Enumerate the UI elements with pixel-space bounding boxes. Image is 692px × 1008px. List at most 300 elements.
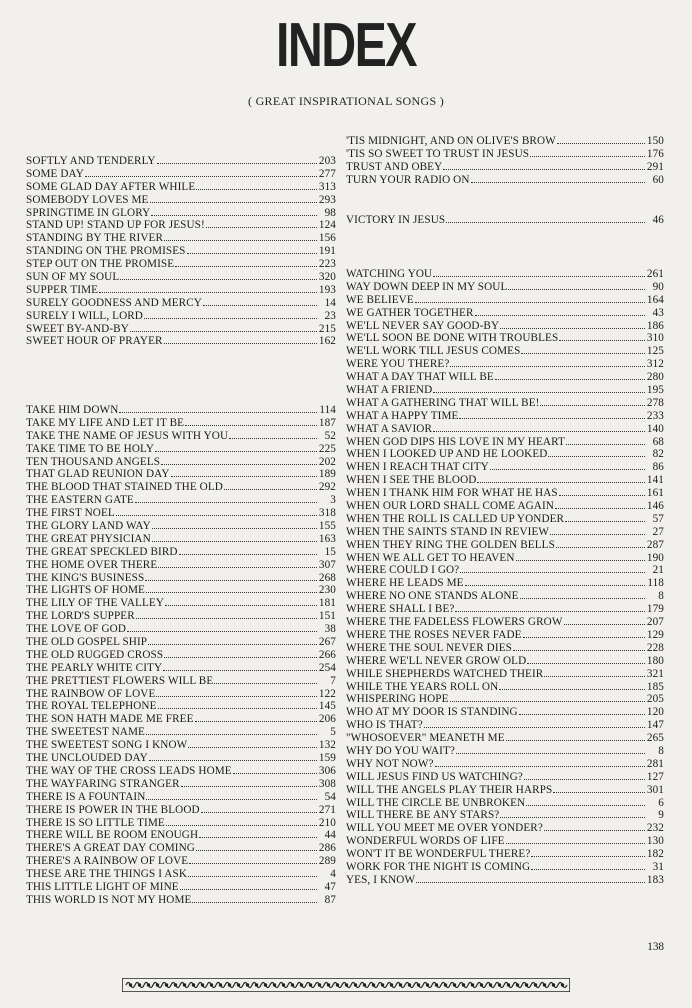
dot-leader [540,397,645,406]
page-number: 21 [652,564,664,577]
index-entry [346,474,664,487]
index-entry [346,809,664,822]
page-number: 308 [318,777,336,790]
dot-leader [516,552,645,561]
page-number: 291 [646,160,664,173]
dot-leader [171,468,318,477]
dot-leader [188,868,317,877]
dot-leader [180,881,317,890]
dot-leader [433,384,645,393]
song-title: THE WAY OF THE CROSS LEADS HOME [26,764,232,777]
dot-leader [553,784,645,793]
song-title: WILL YOU MEET ME OVER YONDER? [346,822,543,835]
page-number: 124 [318,219,336,232]
index-entry [346,577,664,590]
index-entry [26,181,336,194]
index-entry [346,629,664,642]
page-number: 233 [646,409,664,422]
page-number: 266 [318,648,336,661]
index-entry [26,155,336,168]
page-number: 6 [658,796,664,809]
dot-leader [471,174,645,183]
dot-leader [550,526,645,535]
song-title: SOME GLAD DAY AFTER WHILE [26,180,196,193]
index-entry [346,642,664,655]
index-entry [346,603,664,616]
dot-leader [544,668,645,677]
index-entry [346,174,664,187]
index-entry [346,784,664,797]
song-title: WE'LL SOON BE DONE WITH TROUBLES [346,332,559,345]
index-entry [26,752,336,765]
dot-leader [189,855,317,864]
dot-leader [203,297,317,306]
index-entry [26,232,336,245]
song-title: WHEN GOD DIPS HIS LOVE IN MY HEART [346,435,565,448]
page-number: 215 [318,322,336,335]
dot-leader [556,539,645,548]
dot-leader [460,564,645,573]
song-title: WONDERFUL WORDS OF LIFE [346,835,505,848]
page-number: 207 [646,616,664,629]
song-title: THERE IS SO LITTLE TIME [26,816,165,829]
dot-leader [477,474,645,483]
page-number: 129 [646,628,664,641]
dot-leader [164,335,317,344]
song-title: WATCHING YOU [346,268,433,280]
page-number: 183 [646,873,664,886]
dot-leader [163,662,317,671]
page-number: 286 [318,842,336,855]
page-number: 267 [318,636,336,649]
index-entry [346,423,664,436]
index-entry [26,649,336,662]
dot-leader [527,655,645,664]
dot-leader [214,675,317,684]
song-title: WILL THERE BE ANY STARS? [346,809,500,822]
song-title: WHERE THE ROSES NEVER FADE [346,628,522,641]
page-number: 230 [318,584,336,597]
index-entry [26,584,336,597]
dot-leader [224,481,317,490]
index-entry [346,410,664,423]
index-entry [346,745,664,758]
song-title: TAKE HIM DOWN [26,404,119,416]
index-entry [346,719,664,732]
dot-leader [506,835,645,844]
page-number: 120 [646,706,664,719]
song-title: TAKE THE NAME OF JESUS WITH YOU [26,429,229,442]
song-title: SWEET HOUR OF PRAYER [26,335,163,348]
song-title: THE GREAT PHYSICIAN [26,532,151,545]
song-title: SURELY I WILL, LORD [26,309,143,322]
page-number: 292 [318,481,336,494]
song-title: THERE WILL BE ROOM ENOUGH [26,829,199,842]
song-title: SOMEBODY LOVES ME [26,193,149,206]
dot-leader [156,688,317,697]
dot-leader [119,404,317,413]
page-number: 321 [646,667,664,680]
index-entry [346,668,664,681]
dot-leader [416,874,645,883]
song-title: THE GREAT SPECKLED BIRD [26,545,178,558]
song-title: WHERE SHALL I BE? [346,603,455,616]
dot-leader [158,700,317,709]
index-entry [26,636,336,649]
page-number: 82 [652,448,664,461]
song-title: THE LORD'S SUPPER [26,610,135,623]
song-title: WHEN WE ALL GET TO HEAVEN [346,551,515,564]
dot-leader [526,797,645,806]
index-entry [26,258,336,271]
index-entry [346,758,664,771]
page-number: 140 [646,422,664,435]
index-entry [26,284,336,297]
page-number: 125 [646,345,664,358]
dot-leader [150,194,318,203]
page-number: 278 [646,396,664,409]
song-title: THE SON HATH MADE ME FREE [26,713,194,726]
page-number: 5 [330,726,336,739]
index-entry [26,662,336,675]
index-entry [26,804,336,817]
dot-leader [465,577,645,586]
dot-leader [557,135,645,144]
page-subtitle: ( GREAT INSPIRATIONAL SONGS ) [247,94,445,108]
dot-leader [519,706,645,715]
song-title: THE OLD RUGGED CROSS [26,648,164,661]
index-entry [346,513,664,526]
index-entry [26,675,336,688]
page-number: 287 [646,538,664,551]
index-entry [26,739,336,752]
song-title: THE PEARLY WHITE CITY [26,661,163,674]
index-entry [346,371,664,384]
page-number: 190 [646,551,664,564]
song-title: WHILE THE YEARS ROLL ON [346,680,499,693]
song-title: 'TIS MIDNIGHT, AND ON OLIVE'S BROW [346,135,556,147]
index-entry [26,468,336,481]
song-title: WHEN I THANK HIM FOR WHAT HE HAS [346,487,558,500]
page-number: 8 [658,590,664,603]
dot-leader [206,219,317,228]
song-title: THE BLOOD THAT STAINED THE OLD [26,481,223,494]
page-number: 87 [324,893,336,906]
dot-leader [130,323,317,332]
page-number: 289 [318,855,336,868]
page-number: 132 [318,739,336,752]
dot-leader [490,461,645,470]
song-title: THE EASTERN GATE [26,494,134,507]
song-title: WHERE HE LEADS ME [346,577,464,590]
dot-leader [424,719,645,728]
page-number: 156 [318,232,336,245]
index-entry [26,881,336,894]
song-title: THE LILY OF THE VALLEY [26,597,165,610]
song-title: WHERE THE SOUL NEVER DIES [346,641,512,654]
dot-leader [164,232,317,241]
song-title: WAY DOWN DEEP IN MY SOUL [346,280,508,293]
song-title: WHEN I SEE THE BLOOD [346,474,477,487]
dot-leader [520,590,645,599]
index-entry [26,323,336,336]
index-entry [346,835,664,848]
page-number: 14 [324,296,336,309]
page-number: 306 [318,764,336,777]
song-title: WE BELIEVE [346,293,414,306]
index-entry [26,481,336,494]
index-entry [346,822,664,835]
song-title: THE RAINBOW OF LOVE [26,687,156,700]
page-number: 86 [652,461,664,474]
song-title: 'TIS SO SWEET TO TRUST IN JESUS [346,147,530,160]
song-title: WHEN THE SAINTS STAND IN REVIEW [346,525,550,538]
page-number: 203 [318,155,336,167]
dot-leader [508,281,645,290]
song-title: WHAT A GATHERING THAT WILL BE! [346,396,540,409]
page-number: 320 [318,271,336,284]
song-title: WHAT A HAPPY TIME [346,409,459,422]
index-entry [26,597,336,610]
dot-leader [188,739,317,748]
index-entry [346,148,664,161]
song-title: WHO AT MY DOOR IS STANDING [346,706,518,719]
song-title: WHISPERING HOPE [346,693,449,706]
index-entry [346,332,664,345]
page-number: 52 [324,429,336,442]
song-title: STANDING BY THE RIVER [26,232,164,245]
dot-leader [499,681,645,690]
song-title: THE LOVE OF GOD [26,623,127,636]
dot-leader [524,771,645,780]
page-number: 138 [647,941,664,953]
dot-leader [116,507,317,516]
index-entry [346,693,664,706]
song-title: WILL THE ANGELS PLAY THEIR HARPS [346,783,553,796]
page-number: 27 [652,525,664,538]
dot-leader [145,572,317,581]
page-number: 268 [318,571,336,584]
dot-leader [450,693,646,702]
song-title: TURN YOUR RADIO ON [346,173,470,186]
index-entry [346,771,664,784]
index-entry [26,817,336,830]
index-entry [346,500,664,513]
page-number: 44 [324,829,336,842]
dot-leader [158,559,317,568]
song-title: THE HOME OVER THERE [26,558,158,571]
song-title: SWEET BY-AND-BY [26,322,129,335]
index-entry [26,868,336,881]
page-number: 313 [318,180,336,193]
dot-leader [136,610,317,619]
song-title: WHO IS THAT? [346,719,423,732]
index-entry [26,894,336,907]
song-title: THE FIRST NOEL [26,507,115,520]
index-entry [26,297,336,310]
dot-leader [120,271,317,280]
dot-leader [151,207,317,216]
index-entry [346,681,664,694]
index-entry [346,706,664,719]
page-number: 38 [324,623,336,636]
dot-leader [433,268,645,277]
dot-leader [155,443,317,452]
dot-leader [185,417,317,426]
index-entry [346,590,664,603]
page-number: 23 [324,309,336,322]
page-number: 164 [646,293,664,306]
index-entry [346,345,664,358]
song-title: WHERE NO ONE STANDS ALONE [346,590,519,603]
page-number: 180 [646,654,664,667]
index-entry [346,655,664,668]
dot-leader [500,320,645,329]
page-number: 280 [646,371,664,384]
song-title: WHAT A DAY THAT WILL BE [346,371,494,384]
page-number: 202 [318,455,336,468]
song-title: SUPPER TIME [26,283,99,296]
right-column-group-1 [346,135,664,187]
right-column-group-3 [346,268,664,887]
index-entry [26,610,336,623]
dot-leader [475,307,645,316]
index-entry [26,559,336,572]
dot-leader [506,732,645,741]
song-title: WE'LL WORK TILL JESUS COMES [346,345,521,358]
page-number: 182 [646,848,664,861]
page-number: 46 [652,214,664,226]
page-number: 68 [652,435,664,448]
song-title: SOFTLY AND TENDERLY [26,155,156,167]
song-title: WHEN OUR LORD SHALL COME AGAIN [346,500,554,513]
page-number: 130 [646,835,664,848]
dot-leader [199,829,317,838]
dot-leader [564,616,646,625]
page-number: 181 [318,597,336,610]
dot-leader [127,623,317,632]
dot-leader [450,358,645,367]
index-entry [26,572,336,585]
song-title: THIS LITTLE LIGHT OF MINE [26,880,179,893]
song-title: WHY DO YOU WAIT? [346,744,455,757]
index-entry [346,281,664,294]
dot-leader [165,597,317,606]
dot-leader [523,629,645,638]
dot-leader [559,487,645,496]
song-title: THE SWEETEST NAME [26,726,145,739]
index-entry [26,791,336,804]
index-entry [346,307,664,320]
dot-leader [175,258,317,267]
page-number: 185 [646,680,664,693]
page-number: 228 [646,641,664,654]
page-number: 60 [652,173,664,186]
page-number: 9 [658,809,664,822]
page-number: 155 [318,520,336,533]
index-entry [26,778,336,791]
page-number: 261 [646,268,664,280]
dot-leader [435,758,645,767]
song-title: WORK FOR THE NIGHT IS COMING [346,860,531,873]
song-title: THERE'S A RAINBOW OF LOVE [26,855,189,868]
page-number: 310 [646,332,664,345]
index-entry [346,214,664,227]
dot-leader [161,456,317,465]
index-entry [346,320,664,333]
index-entry [346,861,664,874]
song-title: WHEN THEY RING THE GOLDEN BELLS [346,538,555,551]
page-number: 293 [318,193,336,206]
page-number: 189 [318,468,336,481]
index-entry [26,688,336,701]
song-title: WHERE COULD I GO? [346,564,460,577]
dot-leader [415,294,645,303]
song-title: STANDING ON THE PROMISES [26,245,186,258]
right-column-group-2 [346,214,664,227]
dot-leader [565,513,645,522]
song-title: THIS WORLD IS NOT MY HOME [26,893,192,906]
dot-leader [443,161,645,170]
index-entry [26,404,336,417]
dot-leader [148,636,317,645]
index-entry [346,384,664,397]
dot-leader [500,809,645,818]
dot-leader [446,214,645,223]
page-number: 232 [646,822,664,835]
page-number: 271 [318,803,336,816]
index-entry [26,310,336,323]
page-number: 195 [646,384,664,397]
index-entry [346,268,664,281]
page-number: 307 [318,558,336,571]
page-number: 191 [318,245,336,258]
song-title: WON'T IT BE WONDERFUL THERE? [346,848,531,861]
page-number: 141 [646,474,664,487]
index-entry [26,456,336,469]
dot-leader [544,822,645,831]
decorative-border [122,978,570,992]
index-entry [346,358,664,371]
song-title: THESE ARE THE THINGS I ASK [26,868,187,881]
page-number: 265 [646,732,664,745]
page-number: 225 [318,442,336,455]
index-entry [26,245,336,258]
index-entry [26,546,336,559]
left-column-group-1 [26,155,336,348]
page-title: INDEX [275,11,416,80]
index-entry [26,207,336,220]
index-entry [346,461,664,474]
dot-leader [531,861,645,870]
song-title: THE GLORY LAND WAY [26,520,151,533]
index-entry [26,623,336,636]
dot-leader [149,752,317,761]
dot-leader [99,284,317,293]
index-entry [26,194,336,207]
index-entry [26,855,336,868]
page-number: 179 [646,603,664,616]
song-title: YES, I KNOW [346,873,416,886]
index-entry [346,874,664,887]
page-number: 98 [324,206,336,219]
index-entry [26,726,336,739]
page-number: 122 [318,687,336,700]
page-number: 210 [318,816,336,829]
dot-leader [455,603,645,612]
dot-leader [201,804,317,813]
page-number: 3 [330,494,336,507]
